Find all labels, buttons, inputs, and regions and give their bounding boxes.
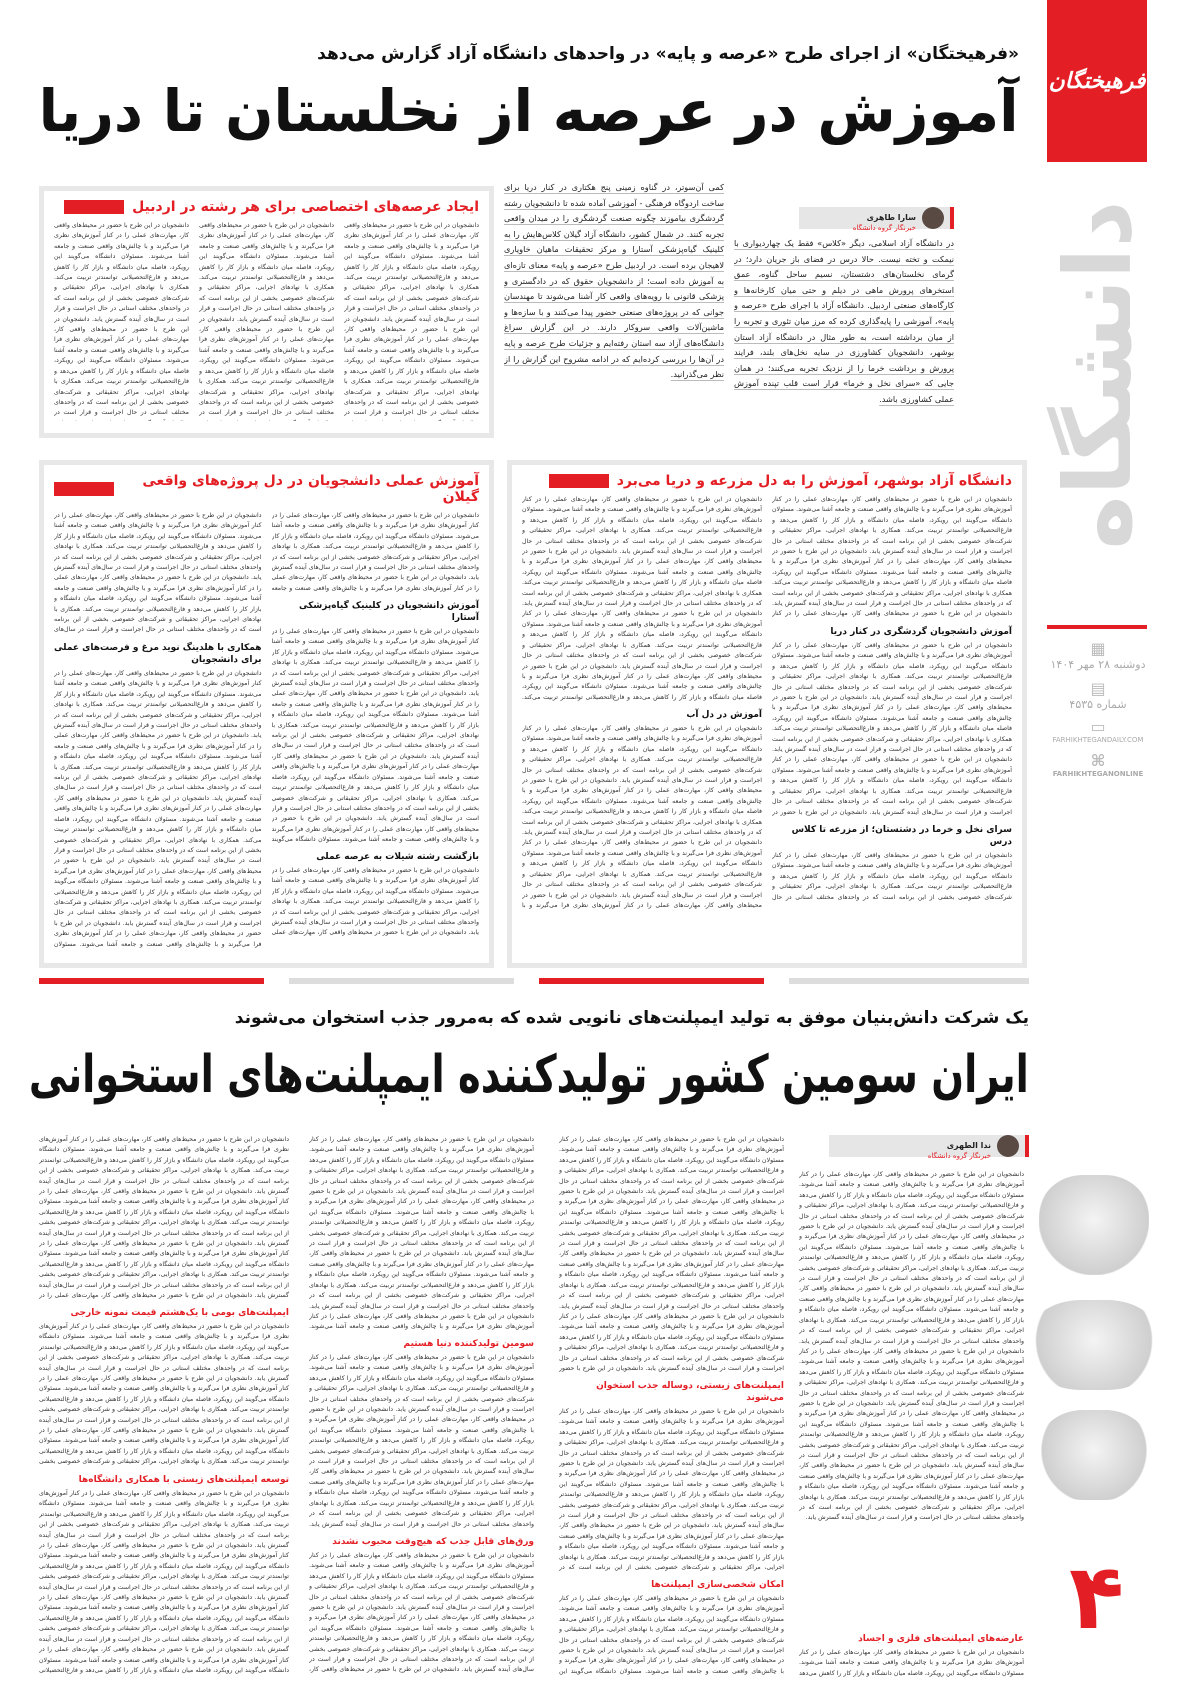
website-block[interactable] bbox=[1040, 718, 1158, 744]
website-link[interactable]: FARHIKHTEGANDAILY.COM bbox=[1053, 736, 1145, 744]
article2-col4: دانشجویان در این طرح با حضور در محیط‌های واقعی کار، مهارت‌های عملی را در کنار آموزش‌های نظری فرا می‌گیرند و با چالش‌های واقعی صنعت و جامعه آشنا می‌شوند. مسئولان دانشگاه می‌گویند این رویکرد، فاصله میان دانشگاه و بازار کار را کاهش می‌دهد و فارغ‌التحصیلانی توانمندتر تربیت می‌کند. همکاری با نهادهای اجرایی، مراکز تحقیقاتی و شرکت‌های خصوصی بخشی از این برنامه است که در واحدهای مختلف استانی در حال اجراست و قرار است در سال‌های آینده گسترش یابد. دانشجویان در این طرح با حضور در محیط‌های واقعی کار، مهارت‌های عملی را در کنار آموزش‌های نظری فرا می‌گیرند و با چالش‌های واقعی صنعت و جامعه آشنا می‌شوند. مسئولان دانشگاه می‌گویند این رویکرد، فاصله میان دانشگاه و بازار کار را کاهش می‌دهد و فارغ‌التحصیلانی توانمندتر تربیت می‌کند. همکاری با نهادهای اجرایی، مراکز تحقیقاتی و شرکت‌های خصوصی بخشی از این برنامه است که در واحدهای مختلف استانی در حال اجراست و قرار است در سال‌های آینده گسترش یابد. دانشجویان در این طرح با حضور در محیط‌های واقعی کار، مهارت‌های عملی را در کنار آموزش‌های نظری فرا می‌گیرند و با چالش‌های واقعی صنعت و جامعه آشنا می‌شوند. مسئولان دانشگاه می‌گویند این رویکرد، فاصله میان دانشگاه و بازار کار را کاهش می‌دهد و فارغ‌التحصیلانی توانمندتر تربیت می‌کند. همکاری با نهادهای اجرایی، مراکز تحقیقاتی و شرکت‌های خصوصی بخشی از این برنامه است که در واحدهای مختلف استانی در حال اجراست و قرار است در سال‌های آینده گسترش یابد. دانشجویان در این طرح با حضور در محیط‌های واقعی کار، مهارت‌های عملی را در ایمپلنت‌های بومی با یک‌هشتم قیمت نمونه خارجی دانشجویان در این طرح با حضور در محیط‌های واقعی کار، مهارت‌های عملی را در کنار آموزش‌های نظری فرا می‌گیرند و با چالش‌های واقعی صنعت و جامعه آشنا می‌شوند. مسئولان دانشگاه می‌گویند این رویکرد، فاصله میان دانشگاه و بازار کار را کاهش می‌دهد و فارغ‌التحصیلانی توانمندتر تربیت می‌کند. همکاری با نهادهای اجرایی، مراکز تحقیقاتی و شرکت‌های خصوصی بخشی از این برنامه است که در واحدهای مختلف استانی در حال اجراست و قرار است در سال‌های آینده گسترش یابد. دانشجویان در این طرح با حضور در محیط‌های واقعی کار، مهارت‌های عملی را در کنار آموزش‌های نظری فرا می‌گیرند و با چالش‌های واقعی صنعت و جامعه آشنا می‌شوند. مسئولان دانشگاه می‌گویند این رویکرد، فاصله میان دانشگاه و بازار کار را کاهش می‌دهد و فارغ‌التحصیلانی توانمندتر تربیت می‌کند. همکاری با نهادهای اجرایی، مراکز تحقیقاتی و شرکت‌های خصوصی بخشی از این برنامه است که در واحدهای مختلف استانی در حال اجراست و قرار است در سال‌های آینده گسترش یابد. دانشجویان در این طرح با حضور در محیط‌های واقعی کار، مهارت‌های عملی را در کنار آموزش‌های نظری فرا می‌گیرند و با چالش‌های واقعی صنعت و جامعه آشنا می‌شوند. مسئولان دانشگاه می‌گویند این رویکرد، فاصله میان دانشگاه و بازار کار را کاهش می‌دهد و فارغ‌التحصیلانی توانمندتر تربیت می‌کند. همکاری با نهادهای اجرایی، مراکز تحقیقاتی و شرکت‌های خصوصی بخشی توسعه ایمپلنت‌های زیستی با همکاری دانشگاه‌ها دانشجویان در این طرح با حضور در محیط‌های واقعی کار، مهارت‌های عملی را در کنار آموزش‌های نظری فرا می‌گیرند و با چالش‌های واقعی صنعت و جامعه آشنا می‌شوند. مسئولان دانشگاه می‌گویند این رویکرد، فاصله میان دانشگاه و بازار کار را کاهش می‌دهد و فارغ‌التحصیلانی توانمندتر تربیت می‌کند. همکاری با نهادهای اجرایی، مراکز تحقیقاتی و شرکت‌های خصوصی بخشی از این برنامه است که در واحدهای مختلف استانی در حال اجراست و قرار است در سال‌های آینده گسترش یابد. دانشجویان در این طرح با حضور در محیط‌های واقعی کار، مهارت‌های عملی را در کنار آموزش‌های نظری فرا می‌گیرند و با چالش‌های واقعی صنعت و جامعه آشنا می‌شوند. مسئولان دانشگاه می‌گویند این رویکرد، فاصله میان دانشگاه و بازار کار را کاهش می‌دهد و فارغ‌التحصیلانی توانمندتر تربیت می‌کند. همکاری با نهادهای اجرایی، مراکز تحقیقاتی و شرکت‌های خصوصی بخشی از این برنامه است که در واحدهای مختلف استانی در حال اجراست و قرار است در سال‌های آینده گسترش یابد. دانشجویان در این طرح با حضور در محیط‌های واقعی کار، مهارت‌های عملی را در کنار آموزش‌های نظری فرا می‌گیرند و با چالش‌های واقعی صنعت و جامعه آشنا می‌شوند. مسئولان دانشگاه می‌گویند این رویکرد، فاصله میان دانشگاه و بازار کار را کاهش می‌دهد و فارغ‌التحصیلانی توانمندتر تربیت می‌کند. همکاری با نهادهای اجرایی، مراکز تحقیقاتی و شرکت‌های خصوصی بخشی از این برنامه است که در واحدهای مختلف استانی در حال اجراست و قرار است در سال‌های آینده گسترش یابد. دانشجویان در این طرح با حضور در محیط‌های واقعی کار، مهارت‌های عملی را در کنار آموزش‌های نظری فرا می‌گیرند و با چالش‌های واقعی صنعت و جامعه آشنا می‌شوند. مسئولان دانشگاه می‌گویند این رویکرد، فاصله میان دانشگاه و بازار کار را کاهش می‌دهد و فارغ‌التحصیلانی bbox=[40, 1136, 290, 1674]
divider bbox=[790, 978, 1030, 984]
subhead: همکاری با هلدینگ نوید مرغ و فرصت‌های عملی برای دانشجویان bbox=[55, 643, 263, 665]
divider bbox=[1048, 625, 1148, 629]
box-title: دانشگاه آزاد بوشهر، آموزش را به دل مزرعه و دریا می‌برد bbox=[513, 465, 1023, 495]
author-avatar bbox=[923, 207, 945, 229]
newspaper-logo: فرهیختگان bbox=[1048, 0, 1148, 162]
box-col: دانشجویان در این طرح با حضور در محیط‌های واقعی کار، مهارت‌های عملی را در کنار آموزش‌های نظری فرا می‌گیرند و با چالش‌های واقعی صنعت و جامعه آشنا می‌شوند. مسئولان دانشگاه می‌گویند این رویکرد، فاصله میان دانشگاه و بازار کار را کاهش می‌دهد و فارغ‌التحصیلانی توانمندتر تربیت می‌کند. همکاری با نهادهای اجرایی، مراکز تحقیقاتی و شرکت‌های خصوصی بخشی از این برنامه است که در واحدهای مختلف استانی در حال اجراست و قرار است در سال‌های آینده گسترش یابد. دانشجویان در این طرح با حضور در محیط‌های واقعی کار، مهارت‌های عملی را در کنار آموزش‌های نظری فرا می‌گیرند و با چالش‌های واقعی صنعت و جامعه آشنا می‌شوند. مسئولان دانشگاه می‌گویند این رویکرد، فاصله میان دانشگاه و بازار کار را کاهش می‌دهد و فارغ‌التحصیلانی توانمندتر تربیت می‌کند. همکاری با نهادهای اجرایی، مراکز تحقیقاتی و شرکت‌های خصوصی بخشی از این برنامه است که در واحدهای مختلف استانی در حال اجراست و قرار است در سال‌های آینده گسترش یابد. دانشجویان در این طرح با حضور در محیط‌های واقعی کار، مهارت‌های عملی را در کنار آموزش‌های نظری فرا می‌گیرند و با چالش‌های واقعی صنعت و جامعه آشنا می‌شوند. مسئولان دانشگاه می‌گویند این رویکرد، فاصله میان دانشگاه و بازار کار را کاهش می‌دهد و فارغ‌التحصیلانی توانمندتر تربیت می‌کند. همکاری با نهادهای اجرایی، مراکز تحقیقاتی و شرکت‌های خصوصی بخشی از این برنامه است که در واحدهای مختلف استانی در حال اجراست و قرار است در سال‌های آینده گسترش یابد. دانشجویان در این طرح با حضور در محیط‌های واقعی کار، مهارت‌های عملی را در کنار آموزش‌های نظری فرا می‌گیرند و با چالش‌های واقعی صنعت و جامعه آشنا می‌شوند. مسئولان دانشگاه می‌گویند این رویکرد، فاصله میان دانشگاه و بازار کار را کاهش می‌دهد و فارغ‌التحصیلانی توانمندتر تربیت می‌کند. آموزش در دل آب دانشجویان در این طرح با حضور در محیط‌های واقعی کار، مهارت‌های عملی را در کنار آموزش‌های نظری فرا می‌گیرند و با چالش‌های واقعی صنعت و جامعه آشنا می‌شوند. مسئولان دانشگاه می‌گویند این رویکرد، فاصله میان دانشگاه و بازار کار را کاهش می‌دهد و فارغ‌التحصیلانی توانمندتر تربیت می‌کند. همکاری با نهادهای اجرایی، مراکز تحقیقاتی و شرکت‌های خصوصی بخشی از این برنامه است که در واحدهای مختلف استانی در حال اجراست و قرار است در سال‌های آینده گسترش یابد. دانشجویان در این طرح با حضور در محیط‌های واقعی کار، مهارت‌های عملی را در کنار آموزش‌های نظری فرا می‌گیرند و با چالش‌های واقعی صنعت و جامعه آشنا می‌شوند. مسئولان دانشگاه می‌گویند این رویکرد، فاصله میان دانشگاه و بازار کار را کاهش می‌دهد و فارغ‌التحصیلانی توانمندتر تربیت می‌کند. همکاری با نهادهای اجرایی، مراکز تحقیقاتی و شرکت‌های خصوصی بخشی از این برنامه است که در واحدهای مختلف استانی در حال اجراست و قرار است در سال‌های آینده گسترش یابد. دانشجویان در این طرح با حضور در محیط‌های واقعی کار، مهارت‌های عملی را در کنار آموزش‌های نظری فرا می‌گیرند و با چالش‌های واقعی صنعت و جامعه آشنا می‌شوند. مسئولان دانشگاه می‌گویند این رویکرد، فاصله میان دانشگاه و بازار کار را کاهش می‌دهد و فارغ‌التحصیلانی توانمندتر تربیت می‌کند. همکاری با نهادهای اجرایی، مراکز تحقیقاتی و شرکت‌های خصوصی بخشی از این برنامه است که در واحدهای مختلف استانی در حال اجراست و قرار است در سال‌های آینده گسترش یابد. دانشجویان در این طرح با حضور در محیط‌های واقعی کار، مهارت‌های عملی را در کنار آموزش‌های نظری فرا می‌گیرند و با bbox=[523, 496, 763, 909]
divider bbox=[40, 978, 265, 984]
author-byline bbox=[830, 1135, 1030, 1160]
section-title bbox=[1040, 180, 1160, 570]
subhead: ایمپلنت‌های زیستی، دوساله جذب استخوان می‌شوند bbox=[597, 1381, 785, 1403]
subhead: عارضه‌های ایمپلنت‌های فلزی و اجساد bbox=[859, 1634, 1025, 1644]
author-role: خبرنگار گروه دانشگاه bbox=[853, 223, 917, 232]
calendar-icon: ▦ bbox=[1091, 639, 1107, 658]
subhead: سومین تولیدکننده دنیا هستیم bbox=[404, 1339, 535, 1349]
gilan-box bbox=[40, 460, 495, 968]
subhead: ورق‌های قابل جذب که هیچ‌وقت محبوب نشدند bbox=[333, 1537, 535, 1547]
box-col: دانشجویان در این طرح با حضور در محیط‌های واقعی کار، مهارت‌های عملی را در کنار آموزش‌های نظری فرا می‌گیرند و با چالش‌های واقعی صنعت و جامعه آشنا می‌شوند. مسئولان دانشگاه می‌گویند این رویکرد، فاصله میان دانشگاه و بازار کار را کاهش می‌دهد و فارغ‌التحصیلانی توانمندتر تربیت می‌کند. همکاری با نهادهای اجرایی، مراکز تحقیقاتی و شرکت‌های خصوصی بخشی از این برنامه است که در واحدهای مختلف استانی در حال اجراست و قرار است در سال‌های آینده گسترش یابد. دانشجویان در این طرح با حضور در محیط‌های واقعی کار، مهارت‌های عملی را در کنار آموزش‌های نظری فرا می‌گیرند و با چالش‌های واقعی صنعت و جامعه آشنا می‌شوند. مسئولان دانشگاه می‌گویند این رویکرد، فاصله میان دانشگاه و بازار کار را کاهش می‌دهد و فارغ‌التحصیلانی توانمندتر تربیت می‌کند. همکاری با نهادهای اجرایی، مراکز تحقیقاتی و شرکت‌های خصوصی بخشی از این برنامه است که در واحدهای مختلف استانی در حال اجراست و قرار است در سال‌های همکاری با هلدینگ نوید مرغ و فرصت‌های عملی برای دانشجویان دانشجویان در این طرح با حضور در محیط‌های واقعی کار، مهارت‌های عملی را در کنار آموزش‌های نظری فرا می‌گیرند و با چالش‌های واقعی صنعت و جامعه آشنا می‌شوند. مسئولان دانشگاه می‌گویند این رویکرد، فاصله میان دانشگاه و بازار کار را کاهش می‌دهد و فارغ‌التحصیلانی توانمندتر تربیت می‌کند. همکاری با نهادهای اجرایی، مراکز تحقیقاتی و شرکت‌های خصوصی بخشی از این برنامه است که در واحدهای مختلف استانی در حال اجراست و قرار است در سال‌های آینده گسترش یابد. دانشجویان در این طرح با حضور در محیط‌های واقعی کار، مهارت‌های عملی را در کنار آموزش‌های نظری فرا می‌گیرند و با چالش‌های واقعی صنعت و جامعه آشنا می‌شوند. مسئولان دانشگاه می‌گویند این رویکرد، فاصله میان دانشگاه و بازار کار را کاهش می‌دهد و فارغ‌التحصیلانی توانمندتر تربیت می‌کند. همکاری با نهادهای اجرایی، مراکز تحقیقاتی و شرکت‌های خصوصی بخشی از این برنامه است که در واحدهای مختلف استانی در حال اجراست و قرار است در سال‌های آینده گسترش یابد. دانشجویان در این طرح با حضور در محیط‌های واقعی کار، مهارت‌های عملی را در کنار آموزش‌های نظری فرا می‌گیرند و با چالش‌های واقعی صنعت و جامعه آشنا می‌شوند. مسئولان دانشگاه می‌گویند این رویکرد، فاصله میان دانشگاه و بازار کار را کاهش می‌دهد و فارغ‌التحصیلانی توانمندتر تربیت می‌کند. همکاری با نهادهای اجرایی، مراکز تحقیقاتی و شرکت‌های خصوصی بخشی از این برنامه است که در واحدهای مختلف استانی در حال اجراست و قرار است در سال‌های آینده گسترش یابد. دانشجویان در این طرح با حضور در محیط‌های واقعی کار، مهارت‌های عملی را در کنار آموزش‌های نظری فرا می‌گیرند و با چالش‌های واقعی صنعت و جامعه آشنا می‌شوند. مسئولان دانشگاه می‌گویند این رویکرد، فاصله میان دانشگاه و بازار کار را کاهش می‌دهد و فارغ‌التحصیلانی توانمندتر تربیت می‌کند. همکاری با نهادهای اجرایی، مراکز تحقیقاتی و شرکت‌های خصوصی بخشی از این برنامه است که در واحدهای مختلف استانی در حال اجراست و قرار است در سال‌های آینده گسترش یابد. دانشجویان در این طرح با حضور در محیط‌های واقعی کار، مهارت‌های عملی را در کنار آموزش‌های نظری فرا می‌گیرند و با چالش‌های واقعی صنعت و جامعه آشنا می‌شوند. مسئولان bbox=[55, 512, 263, 948]
issue-number: شماره ۴۵۳۵ bbox=[1070, 698, 1128, 711]
author-name: سارا طاهری bbox=[867, 212, 917, 222]
social-block[interactable] bbox=[1040, 752, 1158, 778]
issue-block bbox=[1040, 680, 1158, 711]
implant-image bbox=[1040, 1410, 1150, 1500]
newspaper-icon: ▤ bbox=[1091, 679, 1107, 698]
article1-lead-col2: کمی آن‌سوتر، در گناوه زمینی پنج هکتاری در کنار دریا برای ساخت اردوگاه فرهنگی - آموزشی آماده شده تا دانشجویان رشته گردشگری بیاموزند چگونه صنعت گردشگری را در میدان واقعی تجربه کنند. در شمال کشور، دانشگاه آزاد گیلان کلاس‌هایش را به کلینیک گیاه‌پزشکی آستارا و مرکز تحقیقات ماهیان خاویاری لاهیجان برده است. در اردبیل طرح «عرصه و پایه» معنای تازه‌ای به آموزش داده است؛ از دانشجویان حقوق که در دادگستری و پزشکی قانونی با رویه‌های واقعی کار آشنا می‌شوند تا مهندسان جوانی که در پروژه‌های صنعتی حضور پیدا می‌کنند و با سازه‌ها و ماشین‌آلات واقعی سروکار دارند. در این گزارش سراغ دانشگاه‌های آزاد سه استان رفته‌ایم و جزئیات طرح عرصه و پایه در آن‌ها را بررسی کرده‌ایم که در ادامه مشروح این گزارش را از نظر می‌گذرانید. bbox=[505, 182, 725, 380]
browser-icon: ▭ bbox=[1091, 717, 1107, 736]
ardabil-box bbox=[40, 186, 495, 438]
subhead: امکان شخصی‌سازی ایمپلنت‌ها bbox=[652, 1580, 785, 1590]
article1-kicker: «فرهیختگان» از اجرای طرح «عرصه و پایه» در واحدهای دانشگاه آزاد گزارش می‌دهد bbox=[318, 44, 1020, 64]
article1-lead-col1: در دانشگاه آزاد اسلامی، دیگر «کلاس» فقط یک چهاردیواری با نیمکت و تخته نیست. حالا درس در فضای باز جریان دارد؛ در گرمای نخلستان‌های دشتستان، نسیم ساحل گناوه، عمق استخرهای پرورش ماهی در دیلم و حتی میان کارخانه‌ها و کارگاه‌های صنعتی اردبیل. دانشگاه آزاد با اجرای طرح «عرصه و پایه»، آموزشی را پایه‌گذاری کرده که مرز میان تئوری و تجربه را از میان برداشته است، به طور مثال در دانشگاه آزاد استان بوشهر، دانشجویان کشاورزی در سایه نخل‌های بلند، فرایند پرورش و برداشت خرما را از نزدیک تجربه می‌کنند؛ در همان جایی که «سرای نخل و خرما» قرار است قلب تپنده آموزش عملی کشاورزی باشد. bbox=[735, 238, 955, 404]
author-name: ندا الطهری bbox=[947, 1140, 992, 1150]
red-accent bbox=[550, 474, 610, 488]
red-accent bbox=[55, 482, 115, 496]
social-icon: ⌘ bbox=[1091, 751, 1107, 770]
author-avatar bbox=[998, 1135, 1020, 1157]
article2-col3: دانشجویان در این طرح با حضور در محیط‌های واقعی کار، مهارت‌های عملی را در کنار آموزش‌های نظری فرا می‌گیرند و با چالش‌های واقعی صنعت و جامعه آشنا می‌شوند. مسئولان دانشگاه می‌گویند این رویکرد، فاصله میان دانشگاه و بازار کار را کاهش می‌دهد و فارغ‌التحصیلانی توانمندتر تربیت می‌کند. همکاری با نهادهای اجرایی، مراکز تحقیقاتی و شرکت‌های خصوصی بخشی از این برنامه است که در واحدهای مختلف استانی در حال اجراست و قرار است در سال‌های آینده گسترش یابد. دانشجویان در این طرح با حضور در محیط‌های واقعی کار، مهارت‌های عملی را در کنار آموزش‌های نظری فرا می‌گیرند و با چالش‌های واقعی صنعت و جامعه آشنا می‌شوند. مسئولان دانشگاه می‌گویند این رویکرد، فاصله میان دانشگاه و بازار کار را کاهش می‌دهد و فارغ‌التحصیلانی توانمندتر تربیت می‌کند. همکاری با نهادهای اجرایی، مراکز تحقیقاتی و شرکت‌های خصوصی بخشی از این برنامه است که در واحدهای مختلف استانی در حال اجراست و قرار است در سال‌های آینده گسترش یابد. دانشجویان در این طرح با حضور در محیط‌های واقعی کار، مهارت‌های عملی را در کنار آموزش‌های نظری فرا می‌گیرند و با چالش‌های واقعی صنعت و جامعه آشنا می‌شوند. مسئولان دانشگاه می‌گویند این رویکرد، فاصله میان دانشگاه و بازار کار را کاهش می‌دهد و فارغ‌التحصیلانی توانمندتر تربیت می‌کند. همکاری با نهادهای اجرایی، مراکز تحقیقاتی و شرکت‌های خصوصی بخشی از این برنامه است که در واحدهای مختلف استانی در حال اجراست و قرار است در سال‌های آینده گسترش یابد. دانشجویان در این طرح با حضور در محیط‌های واقعی کار، مهارت‌های عملی را در کنار آموزش‌های نظری فرا می‌گیرند و با چالش‌های واقعی صنعت و جامعه آشنا می‌شوند. سومین تولیدکننده دنیا هستیم دانشجویان در این طرح با حضور در محیط‌های واقعی کار، مهارت‌های عملی را در کنار آموزش‌های نظری فرا می‌گیرند و با چالش‌های واقعی صنعت و جامعه آشنا می‌شوند. مسئولان دانشگاه می‌گویند این رویکرد، فاصله میان دانشگاه و بازار کار را کاهش می‌دهد و فارغ‌التحصیلانی توانمندتر تربیت می‌کند. همکاری با نهادهای اجرایی، مراکز تحقیقاتی و شرکت‌های خصوصی بخشی از این برنامه است که در واحدهای مختلف استانی در حال اجراست و قرار است در سال‌های آینده گسترش یابد. دانشجویان در این طرح با حضور در محیط‌های واقعی کار، مهارت‌های عملی را در کنار آموزش‌های نظری فرا می‌گیرند و با چالش‌های واقعی صنعت و جامعه آشنا می‌شوند. مسئولان دانشگاه می‌گویند این رویکرد، فاصله میان دانشگاه و بازار کار را کاهش می‌دهد و فارغ‌التحصیلانی توانمندتر تربیت می‌کند. همکاری با نهادهای اجرایی، مراکز تحقیقاتی و شرکت‌های خصوصی بخشی از این برنامه است که در واحدهای مختلف استانی در حال اجراست و قرار است در سال‌های آینده گسترش یابد. دانشجویان در این طرح با حضور در محیط‌های واقعی کار، مهارت‌های عملی را در کنار آموزش‌های نظری فرا می‌گیرند و با چالش‌های واقعی صنعت و جامعه آشنا می‌شوند. مسئولان دانشگاه می‌گویند این رویکرد، فاصله میان دانشگاه و بازار کار را کاهش می‌دهد و فارغ‌التحصیلانی توانمندتر تربیت می‌کند. همکاری با نهادهای اجرایی، مراکز تحقیقاتی و شرکت‌های خصوصی بخشی از این برنامه است که در واحدهای مختلف استانی در حال اجراست و قرار است در سال‌های آینده گسترش یابد. ورق‌های قابل جذب که هیچ‌وقت محبوب نشدند دانشجویان در این طرح با حضور در محیط‌های واقعی کار، مهارت‌های عملی را در کنار آموزش‌های نظری فرا می‌گیرند و با چالش‌های واقعی صنعت و جامعه آشنا می‌شوند. مسئولان دانشگاه می‌گویند این رویکرد، فاصله میان دانشگاه و بازار کار را کاهش می‌دهد و فارغ‌التحصیلانی توانمندتر تربیت می‌کند. همکاری با نهادهای اجرایی، مراکز تحقیقاتی و شرکت‌های خصوصی بخشی از این برنامه است که در واحدهای مختلف استانی در حال اجراست و قرار است در سال‌های آینده گسترش یابد. دانشجویان در این طرح با حضور در محیط‌های واقعی کار، مهارت‌های عملی را در کنار آموزش‌های نظری فرا می‌گیرند و با چالش‌های واقعی صنعت و جامعه آشنا می‌شوند. مسئولان دانشگاه می‌گویند این رویکرد، فاصله میان دانشگاه و بازار کار را کاهش می‌دهد و فارغ‌التحصیلانی توانمندتر تربیت می‌کند. همکاری با نهادهای اجرایی، مراکز تحقیقاتی و شرکت‌های خصوصی بخشی از این برنامه است که در واحدهای مختلف استانی در حال اجراست و قرار است در سال‌های آینده گسترش یابد. دانشجویان در این طرح با حضور در محیط‌های واقعی کار، bbox=[310, 1136, 535, 1674]
red-accent bbox=[65, 200, 125, 214]
page-number: ۴ bbox=[1070, 1545, 1125, 1650]
box-title: ایجاد عرصه‌های اختصاصی برای هر رشته در اردبیل bbox=[45, 191, 490, 221]
subhead: ایمپلنت‌های بومی با یک‌هشتم قیمت نمونه خارجی bbox=[71, 1308, 290, 1318]
box-col: دانشجویان در این طرح با حضور در محیط‌های واقعی کار، مهارت‌های عملی را در کنار آموزش‌های نظری فرا می‌گیرند و با چالش‌های واقعی صنعت و جامعه آشنا می‌شوند. مسئولان دانشگاه می‌گویند این رویکرد، فاصله میان دانشگاه و بازار کار را کاهش می‌دهد و فارغ‌التحصیلانی توانمندتر تربیت می‌کند. همکاری با نهادهای اجرایی، مراکز تحقیقاتی و شرکت‌های خصوصی بخشی از این برنامه است که در واحدهای مختلف استانی در حال اجراست و قرار است در سال‌های آینده گسترش یابد. دانشجویان در این طرح با حضور در محیط‌های واقعی کار، مهارت‌های عملی را در کنار آموزش‌های نظری فرا می‌گیرند و با چالش‌های واقعی صنعت و جامعه آشنا می‌شوند. مسئولان دانشگاه می‌گویند این رویکرد، فاصله میان دانشگاه و بازار کار را کاهش می‌دهد و فارغ‌التحصیلانی توانمندتر تربیت می‌کند. همکاری با نهادهای اجرایی، مراکز تحقیقاتی و شرکت‌های خصوصی بخشی از این برنامه است که در واحدهای مختلف استانی در حال اجراست و قرار است در bbox=[345, 222, 480, 417]
social-handle[interactable]: FARHIKHTEGANONLINE bbox=[1053, 770, 1145, 778]
author-byline bbox=[800, 207, 955, 232]
implant-image bbox=[1030, 1300, 1160, 1390]
box-col: دانشجویان در این طرح با حضور در محیط‌های واقعی کار، مهارت‌های عملی را در کنار آموزش‌های نظری فرا می‌گیرند و با چالش‌های واقعی صنعت و جامعه آشنا می‌شوند. مسئولان دانشگاه می‌گویند این رویکرد، فاصله میان دانشگاه و بازار کار را کاهش می‌دهد و فارغ‌التحصیلانی توانمندتر تربیت می‌کند. همکاری با نهادهای اجرایی، مراکز تحقیقاتی و شرکت‌های خصوصی بخشی از این برنامه است که در واحدهای مختلف استانی در حال اجراست و قرار است در سال‌های آینده گسترش یابد. دانشجویان در این طرح با حضور در محیط‌های واقعی کار، مهارت‌های عملی را در کنار آموزش‌های نظری فرا می‌گیرند و با چالش‌های واقعی صنعت و جامعه آشنا می‌شوند. مسئولان دانشگاه می‌گویند این رویکرد، فاصله میان دانشگاه و بازار کار را کاهش می‌دهد و فارغ‌التحصیلانی توانمندتر تربیت می‌کند. همکاری با نهادهای اجرایی، مراکز تحقیقاتی و شرکت‌های خصوصی بخشی از این برنامه است که در واحدهای مختلف استانی در حال اجراست و قرار است در bbox=[55, 222, 190, 417]
divider bbox=[540, 978, 765, 984]
section-title-text: دانشگاه bbox=[1046, 200, 1153, 550]
article2-col2: دانشجویان در این طرح با حضور در محیط‌های واقعی کار، مهارت‌های عملی را در کنار آموزش‌های نظری فرا می‌گیرند و با چالش‌های واقعی صنعت و جامعه آشنا می‌شوند. مسئولان دانشگاه می‌گویند این رویکرد، فاصله میان دانشگاه و بازار کار را کاهش می‌دهد و فارغ‌التحصیلانی توانمندتر تربیت می‌کند. همکاری با نهادهای اجرایی، مراکز تحقیقاتی و شرکت‌های خصوصی بخشی از این برنامه است که در واحدهای مختلف استانی در حال اجراست و قرار است در سال‌های آینده گسترش یابد. دانشجویان در این طرح با حضور در محیط‌های واقعی کار، مهارت‌های عملی را در کنار آموزش‌های نظری فرا می‌گیرند و با چالش‌های واقعی صنعت و جامعه آشنا می‌شوند. مسئولان دانشگاه می‌گویند این رویکرد، فاصله میان دانشگاه و بازار کار را کاهش می‌دهد و فارغ‌التحصیلانی توانمندتر تربیت می‌کند. همکاری با نهادهای اجرایی، مراکز تحقیقاتی و شرکت‌های خصوصی بخشی از این برنامه است که در واحدهای مختلف استانی در حال اجراست و قرار است در سال‌های آینده گسترش یابد. دانشجویان در این طرح با حضور در محیط‌های واقعی کار، مهارت‌های عملی را در کنار آموزش‌های نظری فرا می‌گیرند و با چالش‌های واقعی صنعت و جامعه آشنا می‌شوند. مسئولان دانشگاه می‌گویند این رویکرد، فاصله میان دانشگاه و بازار کار را کاهش می‌دهد و فارغ‌التحصیلانی توانمندتر تربیت می‌کند. همکاری با نهادهای اجرایی، مراکز تحقیقاتی و شرکت‌های خصوصی بخشی از این برنامه است که در واحدهای مختلف استانی در حال اجراست و قرار است در سال‌های آینده گسترش یابد. دانشجویان در این طرح با حضور در محیط‌های واقعی کار، مهارت‌های عملی را در کنار آموزش‌های نظری فرا می‌گیرند و با چالش‌های واقعی صنعت و جامعه آشنا می‌شوند. مسئولان دانشگاه می‌گویند این رویکرد، فاصله میان دانشگاه و بازار کار را کاهش می‌دهد و فارغ‌التحصیلانی توانمندتر تربیت می‌کند. همکاری با نهادهای اجرایی، مراکز تحقیقاتی و شرکت‌های خصوصی بخشی از این برنامه است که در واحدهای مختلف استانی در حال اجراست و قرار است در سال‌های آینده گسترش یابد. دانشجویان در این طرح با حضور ایمپلنت‌های زیستی، دوساله جذب استخوان می‌شوند دانشجویان در این طرح با حضور در محیط‌های واقعی کار، مهارت‌های عملی را در کنار آموزش‌های نظری فرا می‌گیرند و با چالش‌های واقعی صنعت و جامعه آشنا می‌شوند. مسئولان دانشگاه می‌گویند این رویکرد، فاصله میان دانشگاه و بازار کار را کاهش می‌دهد و فارغ‌التحصیلانی توانمندتر تربیت می‌کند. همکاری با نهادهای اجرایی، مراکز تحقیقاتی و شرکت‌های خصوصی بخشی از این برنامه است که در واحدهای مختلف استانی در حال اجراست و قرار است در سال‌های آینده گسترش یابد. دانشجویان در این طرح با حضور در محیط‌های واقعی کار، مهارت‌های عملی را در کنار آموزش‌های نظری فرا می‌گیرند و با چالش‌های واقعی صنعت و جامعه آشنا می‌شوند. مسئولان دانشگاه می‌گویند این رویکرد، فاصله میان دانشگاه و بازار کار را کاهش می‌دهد و فارغ‌التحصیلانی توانمندتر تربیت می‌کند. همکاری با نهادهای اجرایی، مراکز تحقیقاتی و شرکت‌های خصوصی بخشی از این برنامه است که در واحدهای مختلف استانی در حال اجراست و قرار است در سال‌های آینده گسترش یابد. دانشجویان در این طرح با حضور در محیط‌های واقعی کار، مهارت‌های عملی را در کنار آموزش‌های نظری فرا می‌گیرند و با چالش‌های واقعی صنعت و جامعه آشنا می‌شوند. مسئولان دانشگاه می‌گویند این رویکرد، فاصله میان دانشگاه و بازار کار را کاهش می‌دهد و فارغ‌التحصیلانی توانمندتر تربیت می‌کند. همکاری با نهادهای اجرایی، مراکز تحقیقاتی و شرکت‌های خصوصی بخشی از این برنامه است که در امکان شخصی‌سازی ایمپلنت‌ها دانشجویان در این طرح با حضور در محیط‌های واقعی کار، مهارت‌های عملی را در کنار آموزش‌های نظری فرا می‌گیرند و با چالش‌های واقعی صنعت و جامعه آشنا می‌شوند. مسئولان دانشگاه می‌گویند این رویکرد، فاصله میان دانشگاه و بازار کار را کاهش می‌دهد و فارغ‌التحصیلانی توانمندتر تربیت می‌کند. همکاری با نهادهای اجرایی، مراکز تحقیقاتی و شرکت‌های خصوصی بخشی از این برنامه است که در واحدهای مختلف استانی در حال اجراست و قرار است در سال‌های آینده گسترش یابد. دانشجویان در این طرح با حضور در محیط‌های واقعی کار، مهارت‌های عملی را در کنار آموزش‌های نظری فرا می‌گیرند و با چالش‌های واقعی صنعت و جامعه آشنا می‌شوند. مسئولان دانشگاه می‌گویند این bbox=[560, 1136, 785, 1675]
subhead: آموزش دانشجویان گردشگری در کنار دریا bbox=[831, 627, 1013, 637]
article1-headline: آموزش در عرصه از نخلستان تا دریا bbox=[40, 77, 1020, 145]
implant-image bbox=[1040, 1175, 1150, 1275]
subhead: بازگشت رشته شیلات به عرصه عملی bbox=[317, 852, 480, 862]
issue-date: دوشنبه ۲۸ مهر ۱۴۰۴ bbox=[1051, 658, 1147, 671]
box-col: دانشجویان در این طرح با حضور در محیط‌های واقعی کار، مهارت‌های عملی را در کنار آموزش‌های نظری فرا می‌گیرند و با چالش‌های واقعی صنعت و جامعه آشنا می‌شوند. مسئولان دانشگاه می‌گویند این رویکرد، فاصله میان دانشگاه و بازار کار را کاهش می‌دهد و فارغ‌التحصیلانی توانمندتر تربیت می‌کند. همکاری با نهادهای اجرایی، مراکز تحقیقاتی و شرکت‌های خصوصی بخشی از این برنامه است که در واحدهای مختلف استانی در حال اجراست و قرار است در سال‌های آینده گسترش یابد. دانشجویان در این طرح با حضور در محیط‌های واقعی کار، مهارت‌های عملی را در کنار آموزش‌های نظری فرا می‌گیرند و با چالش‌های واقعی صنعت و جامعه آموزش دانشجویان در کلینیک گیاه‌پزشکی آستارا دانشجویان در این طرح با حضور در محیط‌های واقعی کار، مهارت‌های عملی را در کنار آموزش‌های نظری فرا می‌گیرند و با چالش‌های واقعی صنعت و جامعه آشنا می‌شوند. مسئولان دانشگاه می‌گویند این رویکرد، فاصله میان دانشگاه و بازار کار را کاهش می‌دهد و فارغ‌التحصیلانی توانمندتر تربیت می‌کند. همکاری با نهادهای اجرایی، مراکز تحقیقاتی و شرکت‌های خصوصی بخشی از این برنامه است که در واحدهای مختلف استانی در حال اجراست و قرار است در سال‌های آینده گسترش یابد. دانشجویان در این طرح با حضور در محیط‌های واقعی کار، مهارت‌های عملی را در کنار آموزش‌های نظری فرا می‌گیرند و با چالش‌های واقعی صنعت و جامعه آشنا می‌شوند. مسئولان دانشگاه می‌گویند این رویکرد، فاصله میان دانشگاه و بازار کار را کاهش می‌دهد و فارغ‌التحصیلانی توانمندتر تربیت می‌کند. همکاری با نهادهای اجرایی، مراکز تحقیقاتی و شرکت‌های خصوصی بخشی از این برنامه است که در واحدهای مختلف استانی در حال اجراست و قرار است در سال‌های آینده گسترش یابد. دانشجویان در این طرح با حضور در محیط‌های واقعی کار، مهارت‌های عملی را در کنار آموزش‌های نظری فرا می‌گیرند و با چالش‌های واقعی صنعت و جامعه آشنا می‌شوند. مسئولان دانشگاه می‌گویند این رویکرد، فاصله میان دانشگاه و بازار کار را کاهش می‌دهد و فارغ‌التحصیلانی توانمندتر تربیت می‌کند. همکاری با نهادهای اجرایی، مراکز تحقیقاتی و شرکت‌های خصوصی بخشی از این برنامه است که در واحدهای مختلف استانی در حال اجراست و قرار است در سال‌های آینده گسترش یابد. دانشجویان در این طرح با حضور در محیط‌های واقعی کار، مهارت‌های عملی را در کنار آموزش‌های نظری فرا می‌گیرند و با چالش‌های واقعی صنعت و جامعه آشنا می‌شوند. مسئولان دانشگاه می‌گویند بازگشت رشته شیلات به عرصه عملی دانشجویان در این طرح با حضور در محیط‌های واقعی کار، مهارت‌های عملی را در کنار آموزش‌های نظری فرا می‌گیرند و با چالش‌های واقعی صنعت و جامعه آشنا می‌شوند. مسئولان دانشگاه می‌گویند این رویکرد، فاصله میان دانشگاه و بازار کار را کاهش می‌دهد و فارغ‌التحصیلانی توانمندتر تربیت می‌کند. همکاری با نهادهای اجرایی، مراکز تحقیقاتی و شرکت‌های خصوصی بخشی از این برنامه است که در واحدهای مختلف استانی در حال اجراست و قرار است در سال‌های آینده گسترش یابد. دانشجویان در این طرح با حضور در محیط‌های واقعی کار، مهارت‌های عملی bbox=[272, 512, 480, 937]
subhead: آموزش در دل آب bbox=[687, 710, 763, 720]
box-title: آموزش عملی دانشجویان در دل پروژه‌های واقعی گیلان bbox=[45, 465, 490, 511]
subhead: توسعه ایمپلنت‌های زیستی با همکاری دانشگاه‌ها bbox=[79, 1475, 290, 1485]
box-col: دانشجویان در این طرح با حضور در محیط‌های واقعی کار، مهارت‌های عملی را در کنار آموزش‌های نظری فرا می‌گیرند و با چالش‌های واقعی صنعت و جامعه آشنا می‌شوند. مسئولان دانشگاه می‌گویند این رویکرد، فاصله میان دانشگاه و بازار کار را کاهش می‌دهد و فارغ‌التحصیلانی توانمندتر تربیت می‌کند. همکاری با نهادهای اجرایی، مراکز تحقیقاتی و شرکت‌های خصوصی بخشی از این برنامه است که در واحدهای مختلف استانی در حال اجراست و قرار است در سال‌های آینده گسترش یابد. دانشجویان در این طرح با حضور در محیط‌های واقعی کار، مهارت‌های عملی را در کنار آموزش‌های نظری فرا می‌گیرند و با چالش‌های واقعی صنعت و جامعه آشنا می‌شوند. مسئولان دانشگاه می‌گویند این رویکرد، فاصله میان دانشگاه و بازار کار را کاهش می‌دهد و فارغ‌التحصیلانی توانمندتر تربیت می‌کند. همکاری با نهادهای اجرایی، مراکز تحقیقاتی و شرکت‌های خصوصی بخشی از این برنامه است که در واحدهای مختلف استانی در حال اجراست و قرار است در bbox=[200, 222, 335, 417]
date-block bbox=[1040, 640, 1158, 671]
article2-col1: دانشجویان در این طرح با حضور در محیط‌های واقعی کار، مهارت‌های عملی را در کنار آموزش‌های نظری فرا می‌گیرند و با چالش‌های واقعی صنعت و جامعه آشنا می‌شوند. مسئولان دانشگاه می‌گویند این رویکرد، فاصله میان دانشگاه و بازار کار را کاهش می‌دهد و فارغ‌التحصیلانی توانمندتر تربیت می‌کند. همکاری با نهادهای اجرایی، مراکز تحقیقاتی و شرکت‌های خصوصی بخشی از این برنامه است که در واحدهای مختلف استانی در حال اجراست و قرار است در سال‌های آینده گسترش یابد. دانشجویان در این طرح با حضور در محیط‌های واقعی کار، مهارت‌های عملی را در کنار آموزش‌های نظری فرا می‌گیرند و با چالش‌های واقعی صنعت و جامعه آشنا می‌شوند. مسئولان دانشگاه می‌گویند این رویکرد، فاصله میان دانشگاه و بازار کار را کاهش می‌دهد و فارغ‌التحصیلانی توانمندتر تربیت می‌کند. همکاری با نهادهای اجرایی، مراکز تحقیقاتی و شرکت‌های خصوصی بخشی از این برنامه است که در واحدهای مختلف استانی در حال اجراست و قرار است در سال‌های آینده گسترش یابد. دانشجویان در این طرح با حضور در محیط‌های واقعی کار، مهارت‌های عملی را در کنار آموزش‌های نظری فرا می‌گیرند و با چالش‌های واقعی صنعت و جامعه آشنا می‌شوند. مسئولان دانشگاه می‌گویند این رویکرد، فاصله میان دانشگاه و بازار کار را کاهش می‌دهد و فارغ‌التحصیلانی توانمندتر تربیت می‌کند. همکاری با نهادهای اجرایی، مراکز تحقیقاتی و شرکت‌های خصوصی بخشی از این برنامه است که در واحدهای مختلف استانی در حال اجراست و قرار است در سال‌های آینده گسترش یابد. دانشجویان در این طرح با حضور در محیط‌های واقعی کار، مهارت‌های عملی را در کنار آموزش‌های نظری فرا می‌گیرند و با چالش‌های واقعی صنعت و جامعه آشنا می‌شوند. مسئولان دانشگاه می‌گویند این رویکرد، فاصله میان دانشگاه و بازار کار را کاهش می‌دهد و فارغ‌التحصیلانی توانمندتر تربیت می‌کند. همکاری با نهادهای اجرایی، مراکز تحقیقاتی و شرکت‌های خصوصی بخشی از این برنامه است که در واحدهای مختلف استانی در حال اجراست و قرار است در سال‌های آینده گسترش یابد. دانشجویان در این طرح با حضور در محیط‌های واقعی کار، مهارت‌های عملی را در کنار آموزش‌های نظری فرا می‌گیرند و با چالش‌های واقعی صنعت و جامعه آشنا می‌شوند. مسئولان دانشگاه می‌گویند این رویکرد، فاصله میان دانشگاه و بازار کار را کاهش می‌دهد و فارغ‌التحصیلانی توانمندتر تربیت می‌کند. همکاری با نهادهای اجرایی، مراکز تحقیقاتی و شرکت‌های خصوصی بخشی از این برنامه است که در واحدهای مختلف استانی در حال اجراست و قرار است در سال‌های آینده گسترش یابد. دانشجویان در این طرح با حضور در محیط‌های واقعی کار، مهارت‌های عملی را در کنار آموزش‌های نظری فرا می‌گیرند و با چالش‌های واقعی صنعت و جامعه آشنا می‌شوند. مسئولان دانشگاه می‌گویند این رویکرد، فاصله میان دانشگاه و بازار کار را کاهش می‌دهد و فارغ‌التحصیلانی توانمندتر تربیت می‌کند. همکاری با نهادهای اجرایی، مراکز تحقیقاتی و شرکت‌های خصوصی بخشی از این برنامه است که در واحدهای مختلف استانی در حال اجراست و قرار است در سال‌های آینده گسترش یابد. عارضه‌های ایمپلنت‌های فلزی و اجساد دانشجویان در این طرح با حضور در محیط‌های واقعی کار، مهارت‌های عملی را در کنار آموزش‌های نظری فرا می‌گیرند و با چالش‌های واقعی صنعت و جامعه آشنا می‌شوند. مسئولان دانشگاه می‌گویند این رویکرد، فاصله میان دانشگاه و بازار کار را کاهش می‌دهد bbox=[800, 1171, 1025, 1677]
author-role: خبرنگار گروه دانشگاه bbox=[928, 1151, 992, 1160]
divider bbox=[290, 978, 515, 984]
box-col: دانشجویان در این طرح با حضور در محیط‌های واقعی کار، مهارت‌های عملی را در کنار آموزش‌های نظری فرا می‌گیرند و با چالش‌های واقعی صنعت و جامعه آشنا می‌شوند. مسئولان دانشگاه می‌گویند این رویکرد، فاصله میان دانشگاه و بازار کار را کاهش می‌دهد و فارغ‌التحصیلانی توانمندتر تربیت می‌کند. همکاری با نهادهای اجرایی، مراکز تحقیقاتی و شرکت‌های خصوصی بخشی از این برنامه است که در واحدهای مختلف استانی در حال اجراست و قرار است در سال‌های آینده گسترش یابد. دانشجویان در این طرح با حضور در محیط‌های واقعی کار، مهارت‌های عملی را در کنار آموزش‌های نظری فرا می‌گیرند و با چالش‌های واقعی صنعت و جامعه آشنا می‌شوند. مسئولان دانشگاه می‌گویند این رویکرد، فاصله میان دانشگاه و بازار کار را کاهش می‌دهد و فارغ‌التحصیلانی توانمندتر تربیت می‌کند. همکاری با نهادهای اجرایی، مراکز تحقیقاتی و شرکت‌های خصوصی بخشی از این برنامه است که در واحدهای مختلف استانی در حال اجراست و قرار است در سال‌های آینده گسترش یابد. دانشجویان در این طرح با حضور در محیط‌های واقعی کار، مهارت‌های عملی را در کنار آموزش دانشجویان گردشگری در کنار دریا دانشجویان در این طرح با حضور در محیط‌های واقعی کار، مهارت‌های عملی را در کنار آموزش‌های نظری فرا می‌گیرند و با چالش‌های واقعی صنعت و جامعه آشنا می‌شوند. مسئولان دانشگاه می‌گویند این رویکرد، فاصله میان دانشگاه و بازار کار را کاهش می‌دهد و فارغ‌التحصیلانی توانمندتر تربیت می‌کند. همکاری با نهادهای اجرایی، مراکز تحقیقاتی و شرکت‌های خصوصی بخشی از این برنامه است که در واحدهای مختلف استانی در حال اجراست و قرار است در سال‌های آینده گسترش یابد. دانشجویان در این طرح با حضور در محیط‌های واقعی کار، مهارت‌های عملی را در کنار آموزش‌های نظری فرا می‌گیرند و با چالش‌های واقعی صنعت و جامعه آشنا می‌شوند. مسئولان دانشگاه می‌گویند این رویکرد، فاصله میان دانشگاه و بازار کار را کاهش می‌دهد و فارغ‌التحصیلانی توانمندتر تربیت می‌کند. همکاری با نهادهای اجرایی، مراکز تحقیقاتی و شرکت‌های خصوصی بخشی از این برنامه است که در واحدهای مختلف استانی در حال اجراست و قرار است در سال‌های آینده گسترش یابد. دانشجویان در این طرح با حضور در محیط‌های واقعی کار، مهارت‌های عملی را در کنار آموزش‌های نظری فرا می‌گیرند و با چالش‌های واقعی صنعت و جامعه آشنا می‌شوند. مسئولان دانشگاه می‌گویند این رویکرد، فاصله میان دانشگاه و بازار کار را کاهش می‌دهد و فارغ‌التحصیلانی توانمندتر تربیت می‌کند. همکاری با نهادهای اجرایی، مراکز تحقیقاتی و شرکت‌های خصوصی بخشی از این برنامه است که در واحدهای مختلف استانی در حال اجراست و قرار است در سال‌های آینده گسترش یابد. دانشجویان در این طرح با حضور در سرای نخل و خرما در دشتستان؛ از مزرعه تا کلاس درس دانشجویان در این طرح با حضور در محیط‌های واقعی کار، مهارت‌های عملی را در کنار آموزش‌های نظری فرا می‌گیرند و با چالش‌های واقعی صنعت و جامعه آشنا می‌شوند. مسئولان دانشگاه می‌گویند این رویکرد، فاصله میان دانشگاه و بازار کار را کاهش می‌دهد و فارغ‌التحصیلانی توانمندتر تربیت می‌کند. همکاری با نهادهای اجرایی، مراکز تحقیقاتی و شرکت‌های خصوصی بخشی از این برنامه است که در واحدهای مختلف استانی در حال bbox=[773, 496, 1013, 901]
article2-headline: ایران سومین کشور تولیدکننده ایمپلنت‌های استخوانی bbox=[30, 1045, 1030, 1105]
article2-kicker: یک شرکت دانش‌بنیان موفق به تولید ایمپلنت‌های نانویی شده که به‌مرور جذب استخوان می‌شوند bbox=[235, 1008, 1030, 1028]
bushehr-box bbox=[508, 460, 1028, 968]
subhead: آموزش دانشجویان در کلینیک گیاه‌پزشکی آستارا bbox=[300, 601, 480, 623]
subhead: سرای نخل و خرما در دشتستان؛ از مزرعه تا کلاس درس bbox=[792, 825, 1013, 847]
